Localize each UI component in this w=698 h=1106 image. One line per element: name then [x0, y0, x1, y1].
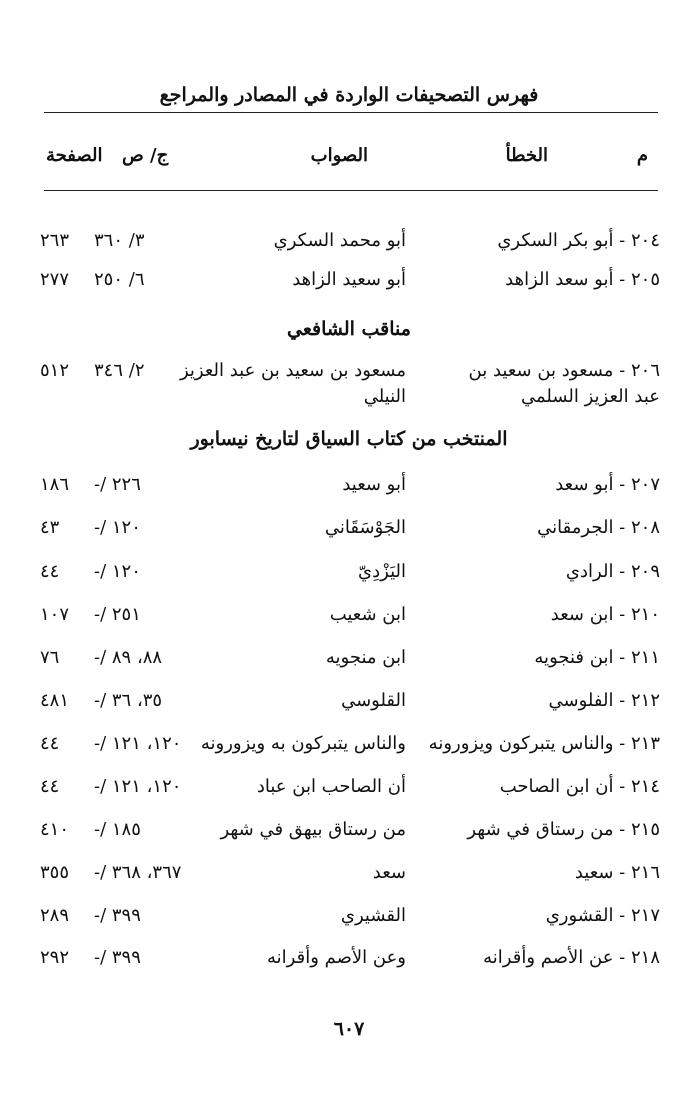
wrong-cell: ٢١٦ - سعيد [574, 862, 660, 883]
section-heading: مناقب الشافعي [287, 318, 411, 340]
volume-page-cell: ٢/ ٣٤٦ [94, 360, 145, 381]
table-row [0, 819, 698, 859]
table-row [0, 733, 698, 773]
wrong-cell: ٢٠٥ - أبو سعد الزاهد [505, 269, 660, 290]
page-number: ٦٠٧ [333, 1018, 365, 1040]
correct-cell: أبو سعيد الزاهد [292, 269, 406, 290]
volume-page-cell: -/ ٢٥١ [94, 604, 141, 625]
page-cell: ٤٣ [40, 517, 60, 538]
wrong-cell: ٢٠٩ - الرادي [565, 561, 660, 582]
wrong-cell: ٢٠٨ - الجرمقاني [537, 517, 660, 538]
table-row [0, 517, 698, 557]
column-header-wrong: الخطأ [505, 145, 548, 166]
correct-cell: سعد [372, 862, 406, 883]
volume-page-cell: -/ ٨٨، ٨٩ [94, 647, 163, 668]
correct-cell: ابن شعيب [329, 604, 406, 625]
section-heading: المنتخب من كتاب السياق لتاريخ نيسابور [190, 428, 508, 450]
correct-cell: الجَوْسَقَاني [324, 517, 406, 538]
correct-cell: أن الصاحب ابن عباد [256, 776, 406, 797]
table-row [0, 561, 698, 601]
volume-page-cell: -/ ٣٦٧، ٣٦٨ [94, 862, 182, 883]
correct-cell-line2: النيلي [363, 386, 406, 407]
volume-page-cell: -/ ١٨٥ [94, 819, 141, 840]
page-cell: ٢٩٢ [40, 947, 70, 968]
page-cell: ١٠٧ [40, 604, 70, 625]
page-cell: ٧٦ [40, 647, 60, 668]
table-row [0, 647, 698, 687]
volume-page-cell: -/ ٣٩٩ [94, 947, 141, 968]
wrong-cell: ٢١٨ - عن الأصم وأقرانه [483, 947, 660, 968]
table-row [0, 604, 698, 644]
table-row [0, 269, 698, 309]
page-cell: ٤٨١ [40, 690, 70, 711]
wrong-cell: ٢٠٤ - أبو بكر السكري [497, 230, 660, 251]
page-cell: ٢٦٣ [40, 230, 70, 251]
volume-page-cell: -/ ١٢٠، ١٢١ [94, 776, 182, 797]
wrong-cell: ٢١٧ - القشوري [545, 905, 660, 926]
page-cell: ٣٥٥ [40, 862, 70, 883]
table-row [0, 776, 698, 816]
wrong-cell-line1: ٢٠٦ - مسعود بن سعيد بن [468, 360, 660, 381]
correct-cell: وعن الأصم وأقرانه [267, 947, 406, 968]
wrong-cell: ٢١٣ - والناس يتبركون ويزورونه [428, 733, 660, 754]
correct-cell: من رستاق بيهق في شهر [220, 819, 406, 840]
running-title: فهرس التصحيفات الواردة في المصادر والمراجع [159, 84, 539, 106]
table-row [0, 862, 698, 902]
correct-cell: أبو سعيد [342, 474, 406, 495]
correct-cell: اليَزْدِيّ [358, 561, 406, 582]
volume-page-cell: ٦/ ٢٥٠ [94, 269, 145, 290]
table-row [0, 230, 698, 270]
page-cell: ٥١٢ [40, 360, 70, 381]
correct-cell: أبو محمد السكري [273, 230, 406, 251]
wrong-cell: ٢١٢ - الفلوسي [548, 690, 660, 711]
wrong-cell: ٢١١ - ابن فنجويه [534, 647, 660, 668]
correct-cell: القلوسي [341, 690, 406, 711]
page-cell: ٢٧٧ [40, 269, 70, 290]
correct-cell: القشيري [340, 905, 406, 926]
table-row [0, 947, 698, 987]
column-header-number: م [636, 145, 648, 166]
column-header-page: الصفحة [46, 145, 103, 166]
wrong-cell-line2: عبد العزيز السلمي [520, 386, 660, 407]
correct-cell: والناس يتبركون به ويزورونه [200, 733, 406, 754]
wrong-cell: ٢١٠ - ابن سعد [550, 604, 660, 625]
column-header-correct: الصواب [310, 145, 368, 166]
volume-page-cell: -/ ١٢٠، ١٢١ [94, 733, 182, 754]
wrong-cell: ٢٠٧ - أبو سعد [555, 474, 660, 495]
correct-cell: ابن منجويه [325, 647, 406, 668]
volume-page-cell: -/ ٣٥، ٣٦ [94, 690, 163, 711]
table-row [0, 474, 698, 514]
correct-cell-line1: مسعود بن سعيد بن عبد العزيز [179, 360, 406, 381]
volume-page-cell: ٣/ ٣٦٠ [94, 230, 145, 251]
header-rule [44, 112, 658, 113]
volume-page-cell: -/ ١٢٠ [94, 517, 141, 538]
wrong-cell: ٢١٤ - أن ابن الصاحب [499, 776, 660, 797]
column-header-rule [44, 190, 658, 191]
table-row [0, 360, 698, 412]
wrong-cell: ٢١٥ - من رستاق في شهر [467, 819, 660, 840]
page-cell: ٤٤ [40, 733, 60, 754]
page-cell: ٤٤ [40, 561, 60, 582]
table-row [0, 690, 698, 730]
table-row [0, 905, 698, 945]
page-cell: ٤٤ [40, 776, 60, 797]
page-cell: ١٨٦ [40, 474, 70, 495]
volume-page-cell: -/ ٢٢٦ [94, 474, 141, 495]
page-cell: ٢٨٩ [40, 905, 70, 926]
volume-page-cell: -/ ٣٩٩ [94, 905, 141, 926]
volume-page-cell: -/ ١٢٠ [94, 561, 141, 582]
column-header-volume-page: ج/ ص [122, 145, 169, 166]
page-cell: ٤١٠ [40, 819, 70, 840]
